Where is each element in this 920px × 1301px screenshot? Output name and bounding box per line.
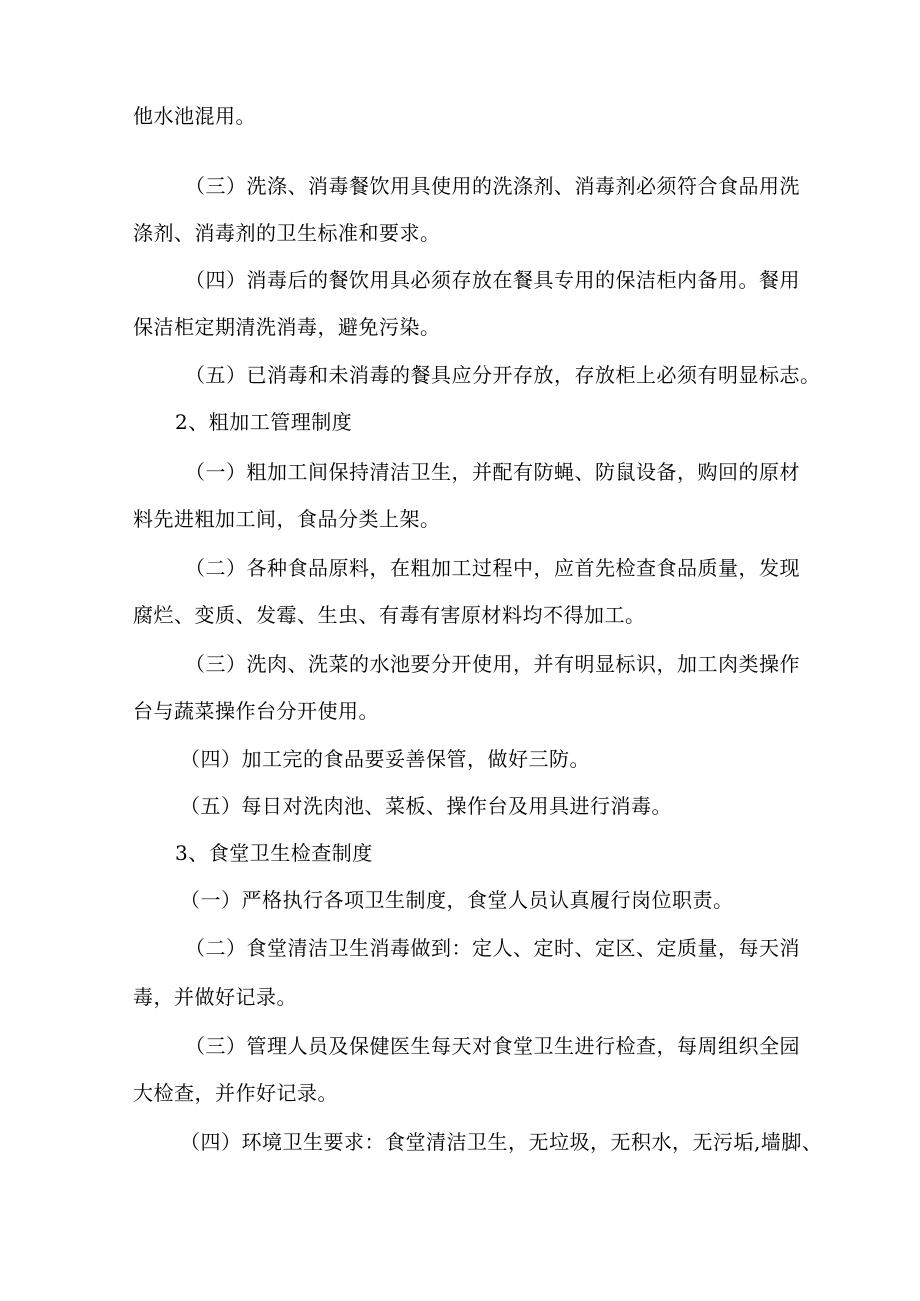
paragraph-line: （四）环境卫生要求：食堂清洁卫生，无垃圾，无积水，无污垢,墙脚、 [180,1130,823,1154]
section-heading: 2、粗加工管理制度 [175,410,353,434]
paragraph-line: （三）洗涤、消毒餐饮用具使用的洗涤剂、消毒剂必须符合食品用洗 [185,174,800,198]
paragraph-line: （四）加工完的食品要妥善保管，做好三防。 [180,747,590,771]
paragraph-line: （五）已消毒和未消毒的餐具应分开存放，存放柜上必须有明显标志。 [185,363,821,387]
paragraph-line: 他水池混用。 [133,104,256,128]
paragraph-line: 料先进粗加工间，食品分类上架。 [133,507,441,531]
paragraph-line: （三）管理人员及保健医生每天对食堂卫生进行检查，每周组织全园 [185,1034,800,1058]
paragraph-line: （二）食堂清洁卫生消毒做到：定人、定时、定区、定质量，每天消 [185,936,800,960]
paragraph-line: （五）每日对洗肉池、菜板、操作台及用具进行消毒。 [180,794,672,818]
section-heading: 3、食堂卫生检查制度 [175,841,373,865]
paragraph-line: 腐烂、变质、发霉、生虫、有毒有害原材料均不得加工。 [133,603,646,627]
paragraph-line: （三）洗肉、洗菜的水池要分开使用，并有明显标识，加工肉类操作 [185,652,800,676]
paragraph-line: 涤剂、消毒剂的卫生标准和要求。 [133,221,441,245]
paragraph-line: 大检查，并作好记录。 [133,1081,338,1105]
paragraph-line: （四）消毒后的餐饮用具必须存放在餐具专用的保洁柜内备用。餐用 [185,268,800,292]
paragraph-line: 保洁柜定期清洗消毒，避免污染。 [133,315,441,339]
paragraph-line: （一）严格执行各项卫生制度，食堂人员认真履行岗位职责。 [180,888,734,912]
paragraph-line: 毒，并做好记录。 [133,985,297,1009]
paragraph-line: （二）各种食品原料，在粗加工过程中，应首先检查食品质量，发现 [185,556,800,580]
paragraph-line: （一）粗加工间保持清洁卫生，并配有防蝇、防鼠设备，购回的原材 [185,460,800,484]
paragraph-line: 台与蔬菜操作台分开使用。 [133,699,379,723]
